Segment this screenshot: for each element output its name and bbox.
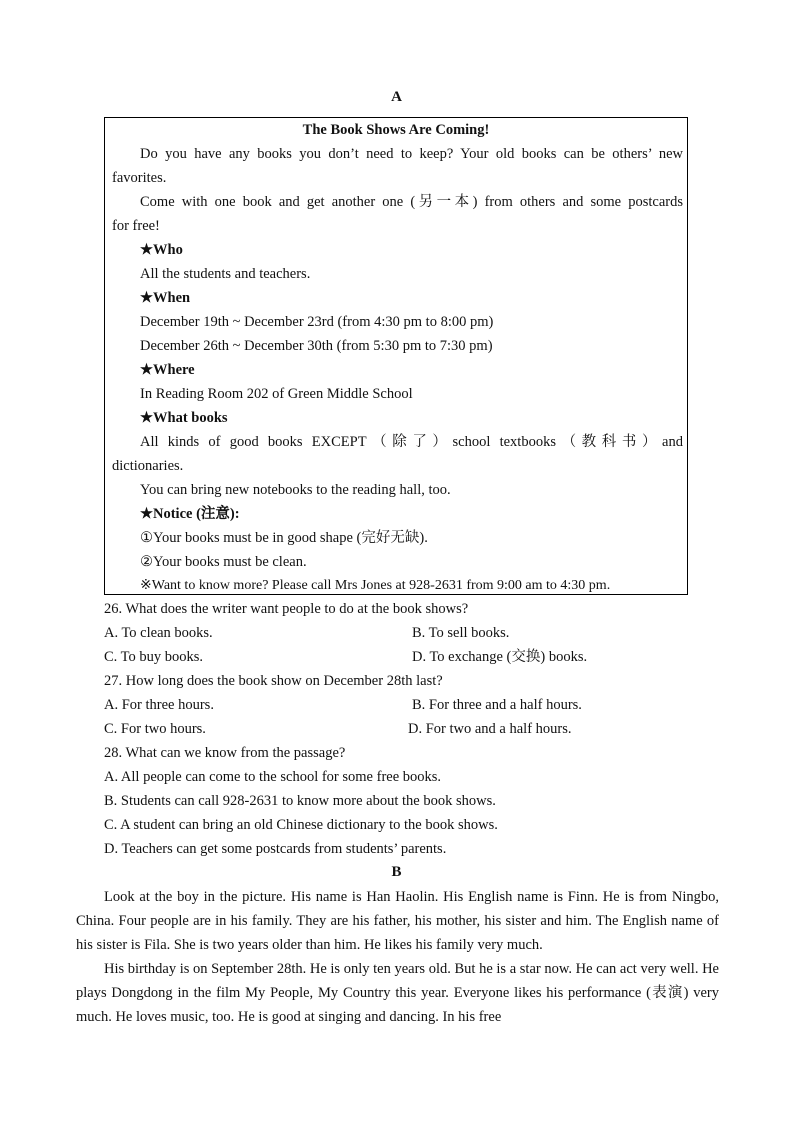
contact-line: ※Want to know more? Please call Mrs Jones at 928-2631 from 9:00 am to 4:30 pm. [140, 578, 611, 593]
question-28-option-a[interactable]: A. All people can come to the school for some free books. [104, 769, 442, 785]
question-26-option-d[interactable]: D. To exchange (交换) books. [412, 649, 588, 665]
what-books-heading: ★What books [140, 410, 228, 426]
intro-line-4: for free! [112, 218, 160, 234]
intro-line-3: Come with one book and get another one (另一本) from others and some postcards [140, 194, 683, 210]
where-heading: ★Where [140, 362, 195, 378]
notice-item-1: ①Your books must be in good shape (完好无缺). [140, 530, 428, 546]
question-27-option-d[interactable]: D. For two and a half hours. [408, 721, 572, 737]
what-books-line-2: dictionaries. [112, 458, 184, 474]
passage-b-paragraph-1: Look at the boy in the picture. His name is Han Haolin. His English name is Finn. He is from Ningbo, China. Four people are in his family. They are his father, his mother, his sister and him. The English name of his sister is Fila. She is two years older than him. He likes his family very much. [76, 889, 719, 953]
notice-heading: ★Notice (注意): [140, 506, 240, 522]
who-text: All the students and teachers. [140, 266, 311, 282]
book-show-notice [104, 117, 688, 595]
question-28-option-c[interactable]: C. A student can bring an old Chinese dictionary to the book shows. [104, 817, 498, 833]
question-27-stem: 27. How long does the book show on December 28th last? [104, 673, 443, 689]
when-line-2: December 26th ~ December 30th (from 5:30 pm to 7:30 pm) [140, 338, 493, 354]
question-26-option-b[interactable]: B. To sell books. [412, 625, 510, 641]
question-27-option-a[interactable]: A. For three hours. [104, 697, 214, 713]
what-books-line-1: All kinds of good books EXCEPT（除了）school textbooks（教科书）and [140, 434, 683, 450]
when-line-1: December 19th ~ December 23rd (from 4:30 pm to 8:00 pm) [140, 314, 494, 330]
notice-item-2: ②Your books must be clean. [140, 554, 307, 570]
passage-b-paragraph-2: His birthday is on September 28th. He is only ten years old. But he is a star now. He can act very well. He plays Dongdong in the film My People, My Country this year. Everyone likes his performance (表演) very much. He loves music, too. He is good at singing and dancing. In his free [76, 961, 719, 1025]
section-a-label: A [391, 89, 402, 105]
question-28-option-b[interactable]: B. Students can call 928-2631 to know more about the book shows. [104, 793, 496, 809]
where-text: In Reading Room 202 of Green Middle School [140, 386, 413, 402]
what-books-line-3: You can bring new notebooks to the reading hall, too. [140, 482, 451, 498]
question-26-stem: 26. What does the writer want people to do at the book shows? [104, 601, 469, 617]
intro-line-1: Do you have any books you don’t need to keep? Your old books can be others’ new [140, 146, 683, 162]
notice-title: The Book Shows Are Coming! [302, 122, 490, 138]
when-heading: ★When [140, 290, 191, 306]
question-27-option-b[interactable]: B. For three and a half hours. [412, 697, 582, 713]
section-b-label: B [391, 864, 402, 880]
question-26-option-a[interactable]: A. To clean books. [104, 625, 213, 641]
question-27-option-c[interactable]: C. For two hours. [104, 721, 206, 737]
intro-line-2: favorites. [112, 170, 167, 186]
question-26-option-c[interactable]: C. To buy books. [104, 649, 204, 665]
who-heading: ★Who [140, 242, 183, 258]
question-28-stem: 28. What can we know from the passage? [104, 745, 346, 761]
question-28-option-d[interactable]: D. Teachers can get some postcards from students’ parents. [104, 841, 447, 857]
